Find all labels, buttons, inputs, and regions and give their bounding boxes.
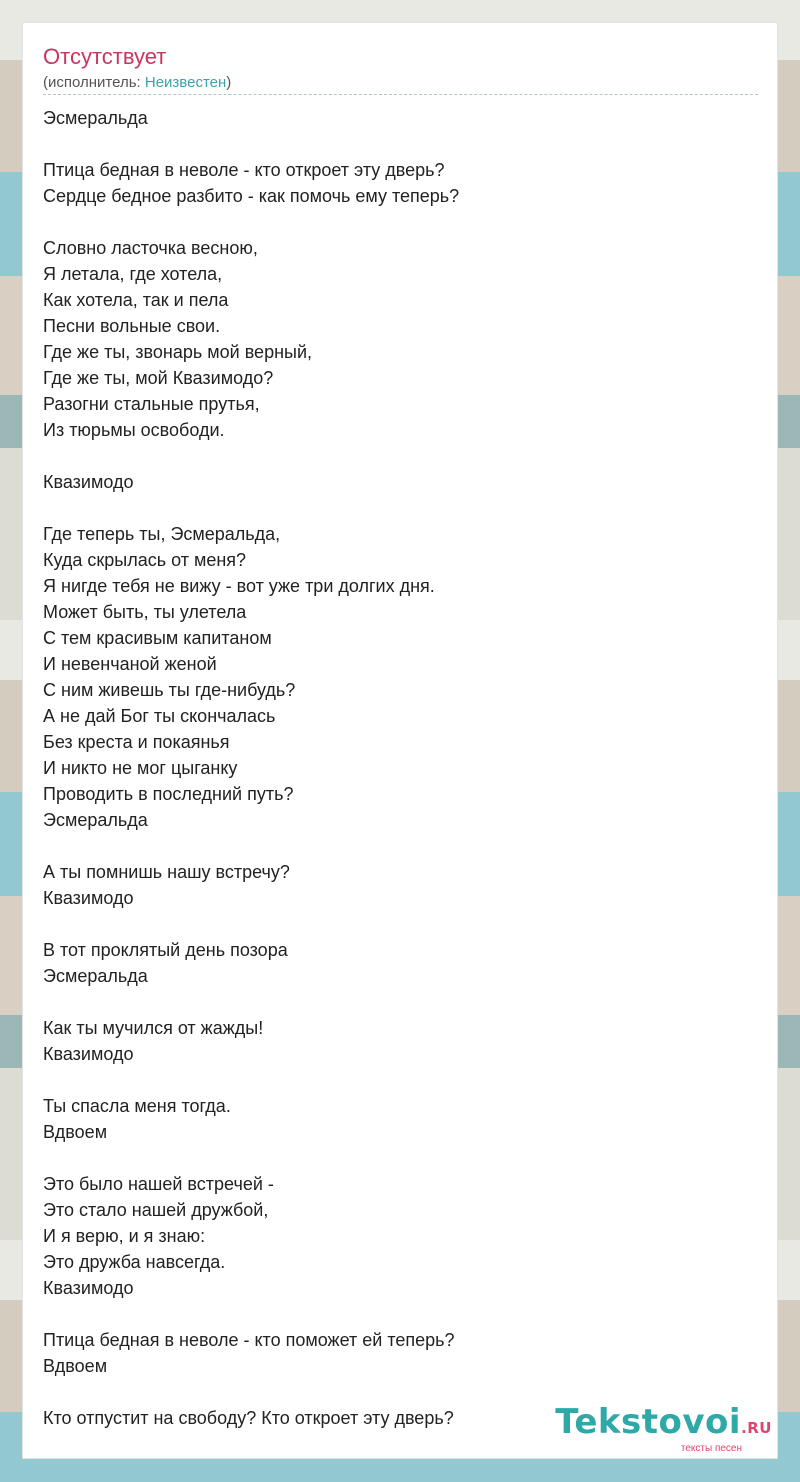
lyrics-line: Как хотела, так и пела <box>43 290 229 310</box>
artist-suffix: ) <box>226 74 232 91</box>
lyrics-line: Ты спасла меня тогда. <box>43 1096 231 1116</box>
lyrics-line: Я нигде тебя не вижу - вот уже три долгих дня. <box>43 576 435 596</box>
lyrics-line: Вдвоем <box>43 1122 108 1142</box>
lyrics-blank-line <box>43 495 758 521</box>
lyrics-line: Кто отпустит на свободу? Кто откроет эту дверь? <box>43 1408 454 1428</box>
lyrics-line: Квазимодо <box>43 1278 134 1298</box>
lyrics-line: Разогни стальные прутья, <box>43 394 260 414</box>
song-title: Отсутствует <box>43 44 167 69</box>
artist-line <box>43 73 231 93</box>
lyrics-line: А не дай Бог ты скончалась <box>43 706 276 726</box>
lyrics-blank-line <box>43 1145 758 1171</box>
site-logo[interactable] <box>555 1404 772 1454</box>
lyrics-line: В тот проклятый день позора <box>43 940 288 960</box>
artist-link[interactable]: Неизвестен <box>144 74 227 91</box>
lyrics-blank-line <box>43 833 758 859</box>
lyrics-blank-line <box>43 131 758 157</box>
lyrics-line: Я летала, где хотела, <box>43 264 223 284</box>
lyrics-line: И я верю, и я знаю: <box>43 1226 206 1246</box>
lyrics-blank-line <box>43 443 758 469</box>
lyrics-line: С тем красивым капитаном <box>43 628 272 648</box>
lyrics-blank-line <box>43 209 758 235</box>
lyrics-line: Это было нашей встречей - <box>43 1174 274 1194</box>
lyrics-line: Квазимодо <box>43 1044 134 1064</box>
lyrics-line: С ним живешь ты где-нибудь? <box>43 680 296 700</box>
lyrics-card <box>22 22 778 1459</box>
lyrics-line: Словно ласточка весною, <box>43 238 258 258</box>
lyrics-text <box>43 105 758 1431</box>
lyrics-line: Эсмеральда <box>43 810 148 830</box>
lyrics-line: Из тюрьмы освободи. <box>43 420 225 440</box>
lyrics-line: Может быть, ты улетела <box>43 602 247 622</box>
lyrics-line: Квазимодо <box>43 472 134 492</box>
lyrics-line: Эсмеральда <box>43 966 148 986</box>
lyrics-blank-line <box>43 1067 758 1093</box>
lyrics-line: Где же ты, звонарь мой верный, <box>43 342 313 362</box>
lyrics-line: Где теперь ты, Эсмеральда, <box>43 524 281 544</box>
lyrics-line: Птица бедная в неволе - кто поможет ей теперь? <box>43 1330 455 1350</box>
lyrics-blank-line <box>43 911 758 937</box>
lyrics-line: Птица бедная в неволе - кто откроет эту дверь? <box>43 160 445 180</box>
lyrics-line: Песни вольные свои. <box>43 316 221 336</box>
lyrics-line: И никто не мог цыганку <box>43 758 238 778</box>
lyrics-line: Эсмеральда <box>43 108 148 128</box>
lyrics-line: Проводить в последний путь? <box>43 784 294 804</box>
lyrics-line: Куда скрылась от меня? <box>43 550 247 570</box>
lyrics-line: Сердце бедное разбито - как помочь ему теперь? <box>43 186 460 206</box>
lyrics-blank-line <box>43 989 758 1015</box>
lyrics-line: Без креста и покаянья <box>43 732 230 752</box>
artist-prefix: (исполнитель: <box>43 74 145 91</box>
logo-tagline: тексты песен <box>680 1443 742 1454</box>
lyrics-line: Как ты мучился от жажды! <box>43 1018 264 1038</box>
lyrics-line: Вдвоем <box>43 1356 108 1376</box>
lyrics-line: Где же ты, мой Квазимодо? <box>43 368 274 388</box>
lyrics-line: А ты помнишь нашу встречу? <box>43 862 290 882</box>
logo-brand-name: Tekstovoi <box>555 1402 742 1442</box>
lyrics-line: Квазимодо <box>43 888 134 908</box>
lyrics-blank-line <box>43 1301 758 1327</box>
lyrics-line: Это дружба навсегда. <box>43 1252 226 1272</box>
logo-tld: .RU <box>741 1419 772 1437</box>
title-separator <box>43 94 758 95</box>
lyrics-line: И невенчаной женой <box>43 654 217 674</box>
logo-brand <box>555 1404 772 1446</box>
lyrics-line: Это стало нашей дружбой, <box>43 1200 269 1220</box>
